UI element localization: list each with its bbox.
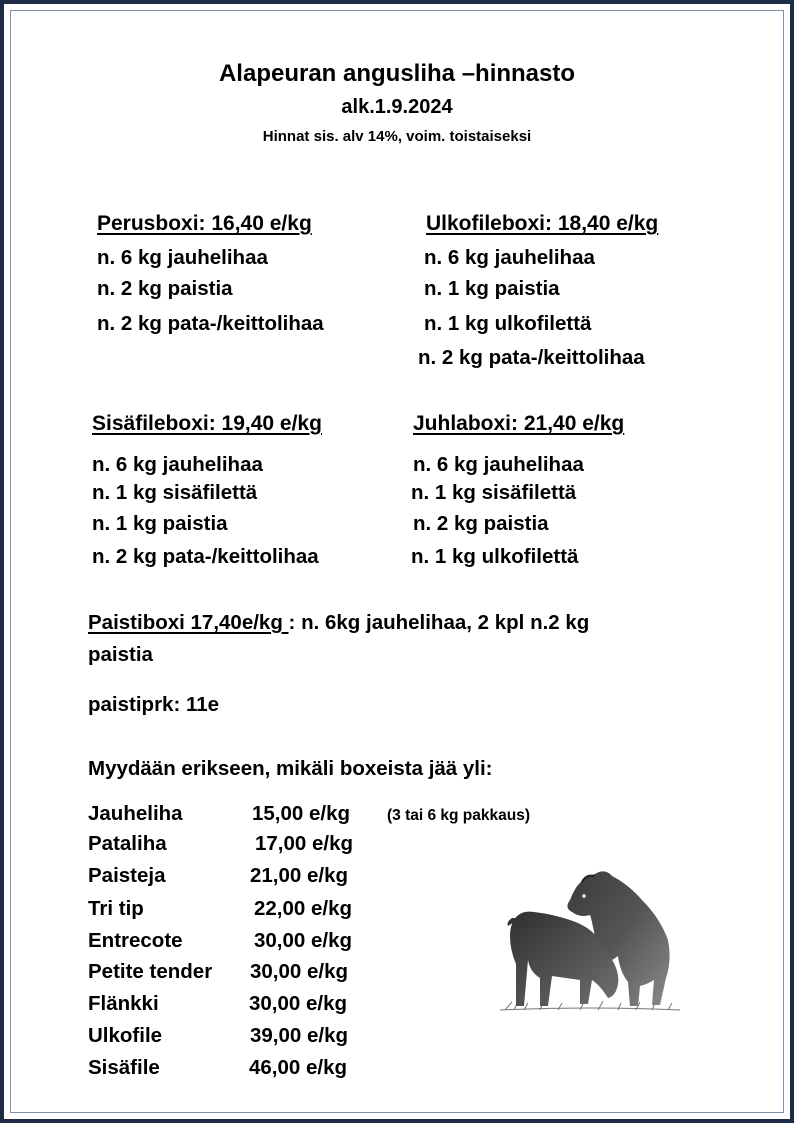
- box-item: n. 2 kg paistia: [97, 277, 233, 300]
- paistiprk-price: paistiprk: 11e: [88, 693, 220, 716]
- price-row-price: 39,00 e/kg: [250, 1024, 349, 1047]
- price-row-price: 30,00 e/kg: [254, 929, 353, 952]
- box-item: n. 1 kg paistia: [424, 277, 560, 300]
- price-row-price: 22,00 e/kg: [254, 897, 353, 920]
- price-row-price: 46,00 e/kg: [249, 1056, 348, 1079]
- box-item: n. 2 kg pata-/keittolihaa: [97, 312, 324, 335]
- price-row-note: (3 tai 6 kg pakkaus): [387, 807, 531, 824]
- price-row-name: Flänkki: [88, 992, 159, 1015]
- box-item: n. 1 kg ulkofilettä: [411, 545, 579, 568]
- price-row-name: Paisteja: [88, 864, 166, 887]
- cattle-illustration: [500, 860, 685, 1020]
- box-item: n. 6 kg jauhelihaa: [97, 246, 268, 269]
- price-row-price: 21,00 e/kg: [250, 864, 349, 887]
- price-note: Hinnat sis. alv 14%, voim. toistaiseksi: [262, 128, 532, 145]
- box-item: n. 2 kg pata-/keittolihaa: [418, 346, 645, 369]
- price-row-name: Pataliha: [88, 832, 167, 855]
- price-row-price: 30,00 e/kg: [249, 992, 348, 1015]
- paistiboxi-label: Paistiboxi 17,40e/kg: [88, 611, 289, 634]
- paistiboxi-contents-cont: paistia: [88, 643, 153, 666]
- box-item: n. 1 kg ulkofilettä: [424, 312, 592, 335]
- box-item: n. 1 kg paistia: [92, 512, 228, 535]
- box-item: n. 1 kg sisäfilettä: [411, 481, 577, 504]
- box-item: n. 1 kg sisäfilettä: [92, 481, 258, 504]
- price-row-price: 30,00 e/kg: [250, 960, 349, 983]
- box-heading-perusboxi: Perusboxi: 16,40 e/kg: [97, 212, 312, 235]
- page-title: Alapeuran angusliha –hinnasto: [218, 60, 576, 87]
- box-item: n. 6 kg jauhelihaa: [92, 453, 263, 476]
- box-heading-juhlaboxi: Juhlaboxi: 21,40 e/kg: [413, 412, 625, 435]
- paistiboxi-line: [88, 611, 589, 635]
- box-item: n. 2 kg pata-/keittolihaa: [92, 545, 319, 568]
- box-item: n. 6 kg jauhelihaa: [424, 246, 595, 269]
- price-row-price: 17,00 e/kg: [255, 832, 354, 855]
- valid-from-date: alk.1.9.2024: [341, 96, 453, 118]
- price-row-name: Jauheliha: [88, 802, 183, 825]
- price-row-name: Entrecote: [88, 929, 183, 952]
- box-item: n. 6 kg jauhelihaa: [413, 453, 584, 476]
- box-heading-sisafileboxi: Sisäfileboxi: 19,40 e/kg: [92, 412, 322, 435]
- price-row-name: Ulkofile: [88, 1024, 163, 1047]
- price-row-name: Tri tip: [88, 897, 144, 920]
- box-heading-ulkofileboxi: Ulkofileboxi: 18,40 e/kg: [426, 212, 659, 235]
- price-row-name: Sisäfile: [88, 1056, 160, 1079]
- price-row-price: 15,00 e/kg: [252, 802, 351, 825]
- paistiboxi-contents: : n. 6kg jauhelihaa, 2 kpl n.2 kg: [288, 611, 590, 634]
- box-item: n. 2 kg paistia: [413, 512, 549, 535]
- price-row-name: Petite tender: [88, 960, 213, 983]
- separate-sale-heading: Myydään erikseen, mikäli boxeista jää yli:: [88, 757, 493, 780]
